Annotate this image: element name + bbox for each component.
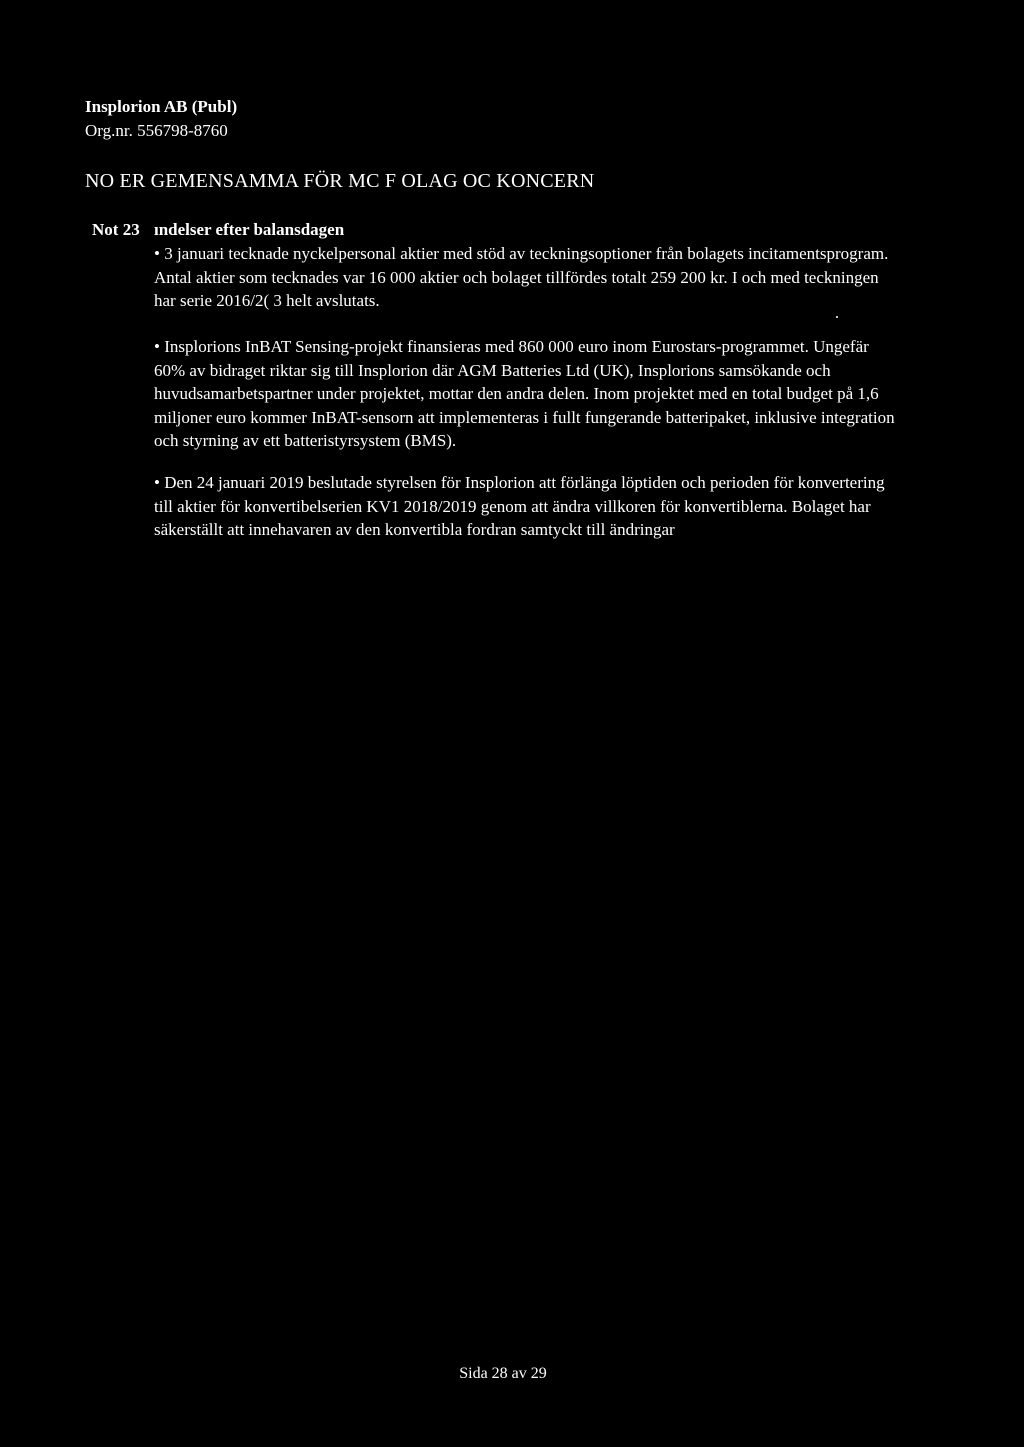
page-number <box>0 1363 1024 1385</box>
note-paragraph-1: • 3 januari tecknade nyckelpersonal aktier med stöd av teckningsoptioner från bolagets incitamentsprogram. Antal aktier som tecknades var 16 000 aktier och bolaget tillfördes totalt 259 200 kr. I och med teckningen har serie 2016/2( 3 helt avslutats. <box>154 244 889 310</box>
note-paragraph-2: • Insplorions InBAT Sensing-projekt finansieras med 860 000 euro inom Eurostars-programmet. Ungefär 60% av bidraget riktar sig till Insplorion där AGM Batteries Ltd (UK), Insplorions samsökande och huvudsamarbetspartner under projektet, mottar den andra delen. Inom projektet med en total budget på 1,6 miljoner euro kommer InBAT-sensorn att implementeras i fullt fungerande batteripaket, inklusive integration och styrning av ett batteristyrsystem (BMS). <box>154 337 895 450</box>
section-heading: NO ER GEMENSAMMA FÖR MC F OLAG OC KONCERN <box>85 170 595 192</box>
company-name: Insplorion AB (Publ) <box>85 97 238 116</box>
org-number: Org.nr. 556798-8760 <box>85 121 228 140</box>
note-title: ındelser efter balansdagen <box>154 220 345 239</box>
scan-speck <box>836 316 838 318</box>
page-number-label: Sida 28 av 29 <box>459 1365 547 1382</box>
note-paragraph-3: • Den 24 januari 2019 beslutade styrelsen för Insplorion att förlänga löptiden och perioden för konvertering till aktier för konvertibelserien KV1 2018/2019 genom att ändra villkoren för konvertiblerna. Bolaget har säkerställt att innehavaren av den konvertibla fordran samtyckt till ändringar <box>154 473 885 539</box>
note-number: Not 23 <box>92 220 140 239</box>
